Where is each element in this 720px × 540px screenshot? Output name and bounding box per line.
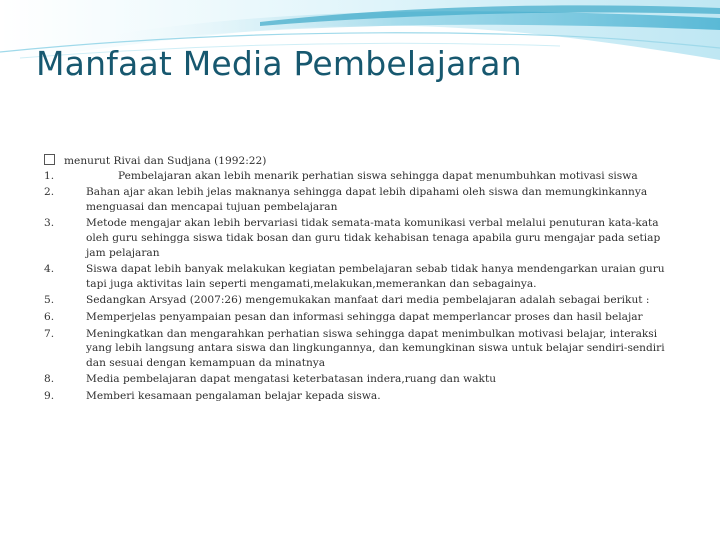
list-text: Media pembelajaran dapat mengatasi keterbatasan indera,ruang dan waktu (86, 373, 497, 386)
list-number: 4. (44, 263, 55, 276)
square-bullet-icon (44, 154, 55, 165)
list-item (44, 310, 674, 325)
list-text: Bahan ajar akan lebih jelas maknanya sehingga dapat lebih dipahami oleh siswa dan memungkinkannya menguasai dan mencapai tujuan pembelajaran (86, 186, 648, 213)
list-text: Metode mengajar akan lebih bervariasi tidak semata-mata komunikasi verbal melalui penuturan kata-kata oleh guru sehingga siswa tidak bosan dan guru tidak kehabisan tenaga apabila guru mengajar pada setiap jam pelajaran (86, 217, 661, 259)
list-item (44, 372, 674, 387)
list-number: 8. (44, 373, 55, 386)
list-item (44, 389, 674, 404)
list-number: 3. (44, 217, 55, 230)
list-text: Siswa dapat lebih banyak melakukan kegiatan pembelajaran sebab tidak hanya mendengarkan uraian guru tapi juga aktivitas lain seperti mengamati,melakukan,memerankan dan sebagainya. (86, 263, 665, 290)
list-item (44, 185, 674, 214)
list-text: Pembelajaran akan lebih menarik perhatian siswa sehingga dapat menumbuhkan motivasi siswa (118, 169, 638, 182)
intro-line (44, 154, 674, 169)
list-number: 5. (44, 294, 55, 307)
list-item (44, 293, 674, 308)
list-number: 1. (44, 169, 55, 182)
list-item (44, 169, 674, 184)
list-number: 2. (44, 186, 55, 199)
list-text: Sedangkan Arsyad (2007:26) mengemukakan manfaat dari media pembelajaran adalah sebagai berikut : (86, 294, 650, 307)
intro-text: menurut Rivai dan Sudjana (1992:22) (64, 155, 267, 167)
slide-content (44, 154, 674, 404)
list-number: 9. (44, 389, 55, 402)
list-number: 6. (44, 310, 55, 323)
list-text: Memberi kesamaan pengalaman belajar kepada siswa. (86, 389, 381, 402)
list-text: Meningkatkan dan mengarahkan perhatian siswa sehingga dapat menimbulkan motivasi belajar, interaksi yang lebih langsung antara siswa dan lingkungannya, dan kemungkinan siswa untuk belajar sendiri-sendiri dan sesuai dengan kemampuan da minatnya (86, 327, 665, 369)
list-item (44, 327, 674, 371)
list-number: 7. (44, 327, 55, 340)
list-item (44, 216, 674, 260)
list-item (44, 262, 674, 291)
list-text: Memperjelas penyampaian pesan dan informasi sehingga dapat memperlancar proses dan hasil belajar (86, 310, 643, 323)
slide-title: Manfaat Media Pembelajaran (36, 44, 522, 83)
